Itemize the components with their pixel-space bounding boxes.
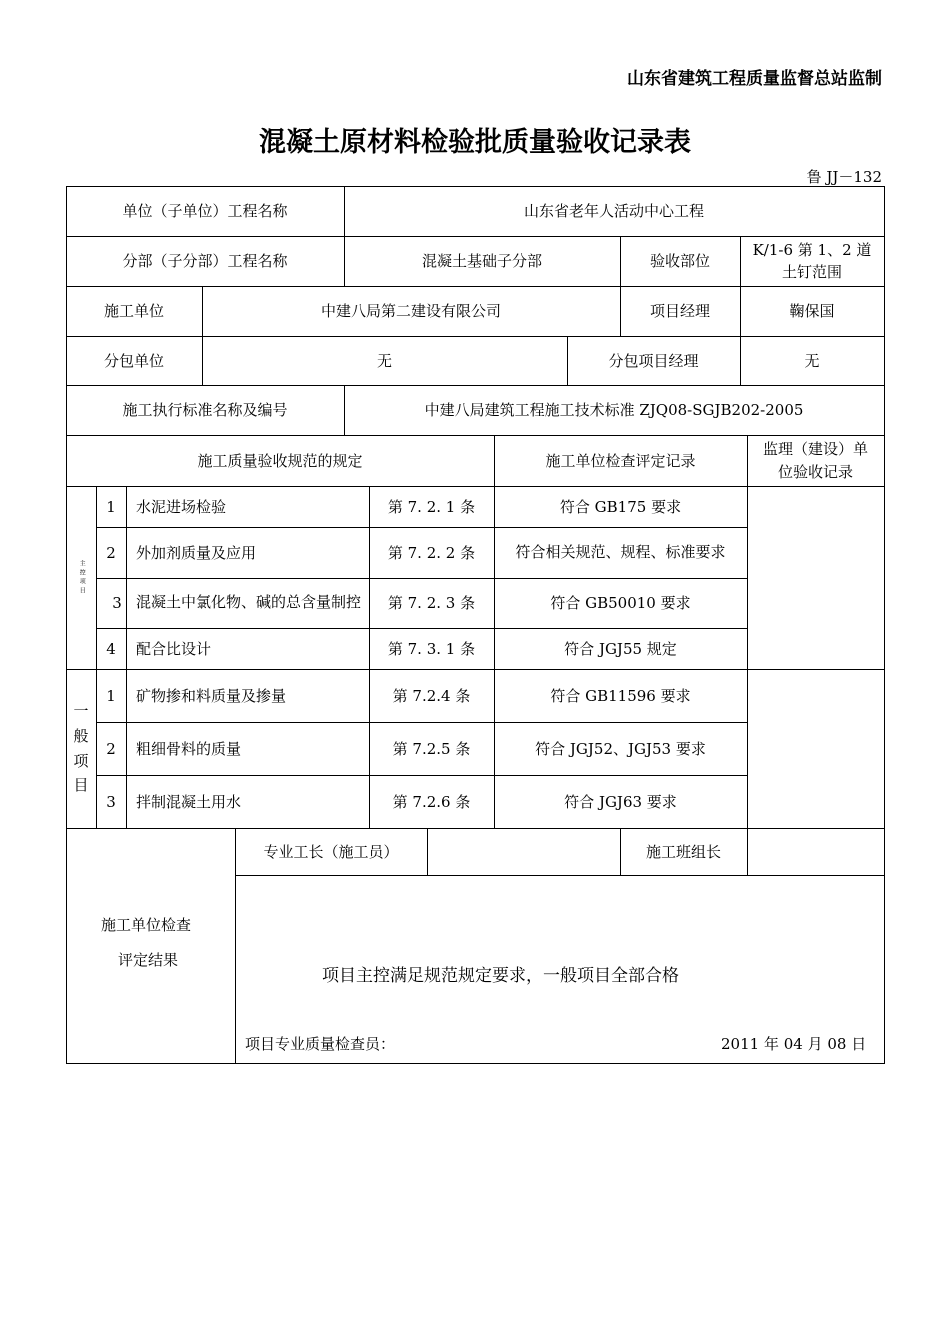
main-item-no: 3	[112, 594, 122, 612]
page-title: 混凝土原材料检验批质量验收记录表	[259, 127, 691, 158]
main-item-clause: 第 7. 2. 1 条	[387, 497, 476, 516]
subcontractor-label: 分包单位	[103, 351, 164, 370]
pm-value: 鞠保国	[789, 302, 835, 320]
general-item-no: 2	[106, 739, 116, 758]
contractor-value: 中建八局第二建设有限公司	[320, 302, 501, 320]
spec-header: 施工质量验收规范的规定	[197, 451, 363, 470]
main-items-label: 主控项目	[78, 559, 86, 596]
main-item-clause: 第 7. 2. 3 条	[387, 594, 476, 612]
team-leader-value	[747, 828, 884, 875]
general-item-no: 3	[106, 792, 116, 811]
main-item-result: 符合相关规范、规程、标准要求	[515, 542, 726, 561]
standard-value: 中建八局建筑工程施工技术标准 ZJQ08-SGJB202-2005	[424, 401, 804, 419]
main-item-result: 符合 GB50010 要求	[550, 594, 691, 612]
general-item-name: 粗细骨料的质量	[136, 739, 242, 758]
inspection-date: 2011 年 04 月 08 日	[721, 1035, 867, 1053]
general-item-name: 拌制混凝土用水	[136, 792, 242, 811]
general-item-no: 1	[106, 686, 116, 705]
accept-part-label: 验收部位	[649, 252, 710, 270]
standard-label: 施工执行标准名称及编号	[122, 401, 288, 419]
form-number: 鲁 JJ－132	[806, 168, 882, 186]
supervision-header: 监理（建设）单位验收记录	[762, 440, 868, 481]
division-label: 分部（子分部）工程名称	[122, 252, 288, 270]
main-item-clause: 第 7. 2. 2 条	[387, 543, 476, 562]
pm-label: 项目经理	[649, 302, 710, 320]
main-item-name: 混凝土中氯化物、碱的总含量制控	[136, 593, 362, 612]
team-leader-label: 施工班组长	[645, 842, 721, 861]
main-item-name: 水泥进场检验	[136, 497, 227, 516]
subcontractor-value: 无	[376, 351, 392, 370]
division-value: 混凝土基础子分部	[421, 252, 542, 270]
general-item-result: 符合 GB11596 要求	[550, 686, 691, 705]
contractor-label: 施工单位	[103, 302, 164, 320]
unit-project-value: 山东省老年人活动中心工程	[523, 202, 704, 220]
supervisor-note: 山东省建筑工程质量监督总站监制	[627, 69, 882, 89]
main-item-result: 符合 JGJ55 规定	[564, 639, 677, 658]
unit-project-label: 单位（子单位）工程名称	[122, 202, 288, 220]
main-item-name: 配合比设计	[136, 639, 212, 658]
main-item-no: 1	[106, 497, 116, 516]
general-item-result: 符合 JGJ63 要求	[564, 792, 677, 811]
foreman-label: 专业工长（施工员）	[263, 842, 399, 861]
result-label-line1: 施工单位检查	[101, 916, 192, 934]
sub-pm-value: 无	[804, 351, 820, 370]
general-item-clause: 第 7.2.5 条	[392, 739, 471, 758]
general-item-clause: 第 7.2.6 条	[392, 792, 471, 811]
general-item-name: 矿物掺和料质量及掺量	[136, 686, 287, 705]
main-item-result: 符合 GB175 要求	[559, 497, 682, 516]
main-item-no: 2	[106, 543, 116, 562]
accept-part-value: K/1-6 第 1、2 道土钉范围	[752, 240, 872, 281]
inspector-label: 项目专业质量检查员：	[245, 1035, 396, 1053]
conclusion-text: 项目主控满足规范规定要求，一般项目全部合格	[322, 966, 679, 986]
result-label-line2: 评定结果	[118, 951, 179, 969]
main-item-no: 4	[106, 639, 116, 658]
main-item-name: 外加剂质量及应用	[136, 543, 257, 562]
foreman-value	[427, 828, 620, 875]
general-items-label: 一 般 项 目	[73, 702, 89, 795]
sub-pm-label: 分包项目经理	[608, 351, 699, 370]
main-item-clause: 第 7. 3. 1 条	[387, 639, 476, 658]
check-header: 施工单位检查评定记录	[545, 451, 696, 470]
general-item-clause: 第 7.2.4 条	[392, 686, 471, 705]
general-item-result: 符合 JGJ52、JGJ53 要求	[535, 739, 706, 758]
